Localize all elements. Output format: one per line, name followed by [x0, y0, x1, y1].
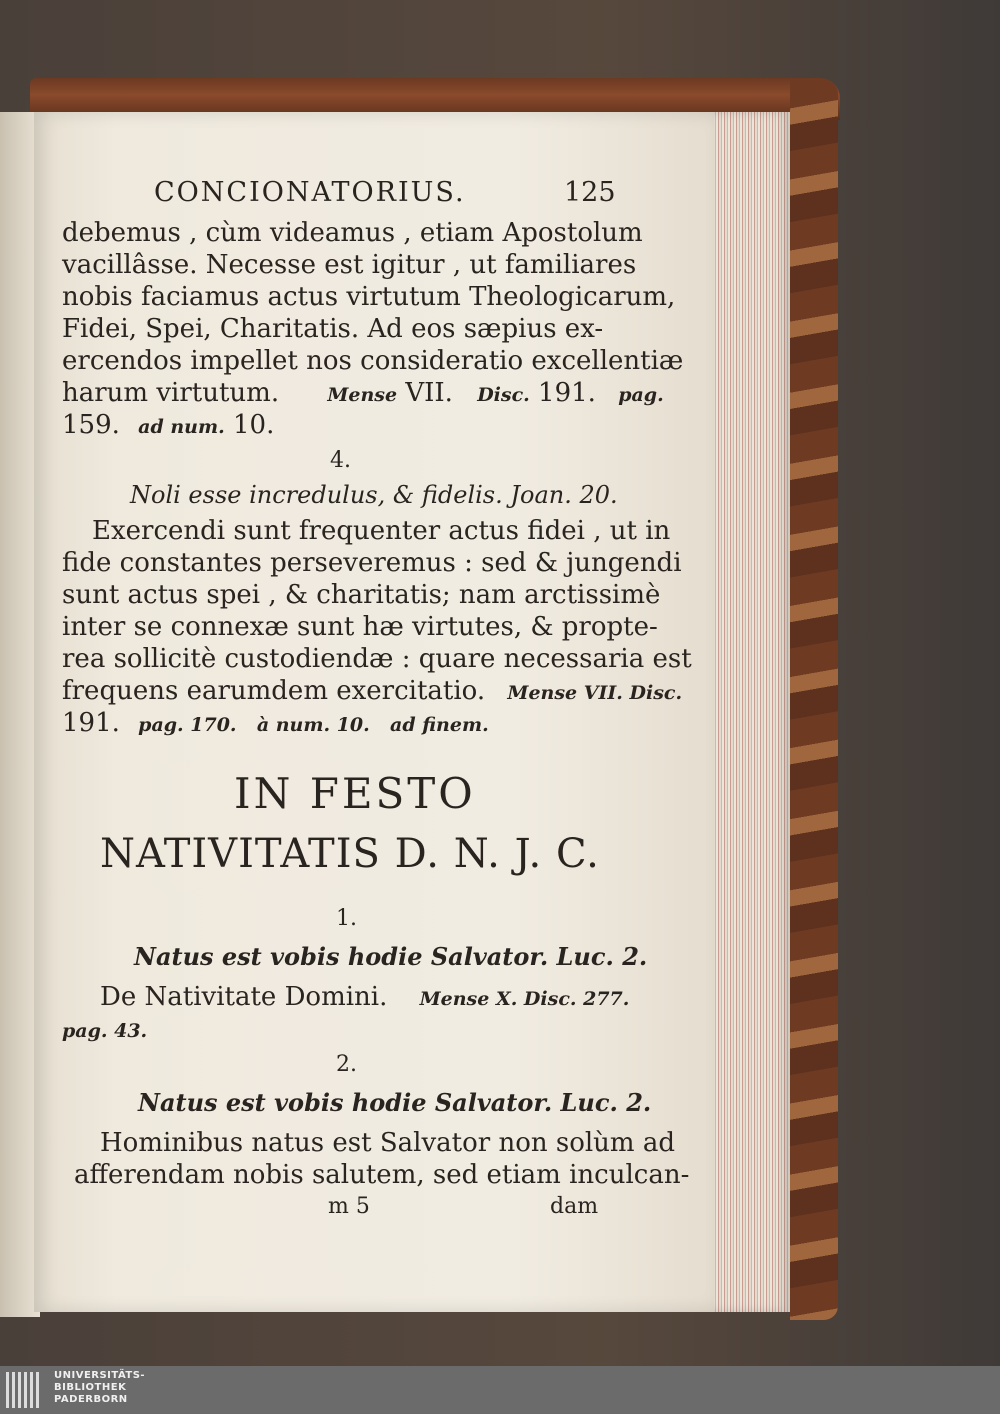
ref-disc-number: 191.: [62, 708, 120, 738]
text-line: rea sollicitè custodiendæ : quare necessaria est: [62, 644, 692, 674]
ref-mense: Mense VII. Disc.: [507, 682, 683, 704]
text-line: ercendos impellet nos consideratio excellentiæ: [62, 346, 684, 376]
text-fragment: frequens earumdem exercitatio.: [62, 676, 486, 706]
text-line: [62, 378, 664, 410]
text-line: [62, 410, 274, 442]
text-line: Fidei, Spei, Charitatis. Ad eos sæpius ex-: [62, 314, 604, 344]
verse-line: Natus est vobis hodie Salvator. Luc. 2.: [138, 1088, 652, 1117]
item-number: 2.: [336, 1052, 357, 1077]
ref-finem: ad finem.: [390, 714, 489, 736]
logo-line: UNIVERSITÄTS-: [54, 1370, 146, 1381]
text-fragment: harum virtutum.: [62, 378, 280, 408]
page-number: 125: [564, 177, 616, 208]
ref-pag: pag.: [618, 384, 664, 406]
verse-line: Natus est vobis hodie Salvator. Luc. 2.: [134, 942, 648, 971]
logo-line: BIBLIOTHEK: [54, 1382, 127, 1393]
text-line: Exercendi sunt frequenter actus fidei , ut in: [92, 516, 671, 546]
ref-num-value: 10.: [232, 410, 275, 440]
ref-disc: Disc.: [477, 384, 530, 406]
signature-mark: m 5: [328, 1194, 370, 1219]
ref-num: à num. 10.: [256, 714, 370, 736]
book-page: [34, 112, 714, 1312]
ref-disc-number: 191.: [538, 378, 596, 408]
ref-month: VII.: [405, 378, 453, 408]
ref-pag: pag. 43.: [62, 1020, 148, 1042]
text-line: inter se connexæ sunt hæ virtutes, & propte-: [62, 612, 658, 642]
text-line: [100, 982, 629, 1014]
section-heading-line1: IN FESTO: [234, 769, 476, 818]
library-logo-text: [54, 1370, 145, 1406]
text-line: [62, 676, 682, 708]
verse-line: Noli esse incredulus, & fidelis. Joan. 20.: [130, 481, 618, 509]
text-line: [62, 708, 489, 740]
text-line: nobis faciamus actus virtutum Theologicarum,: [62, 282, 676, 312]
text-line: debemus , cùm videamus , etiam Apostolum: [62, 218, 643, 248]
text-fragment: De Nativitate Domini.: [100, 982, 388, 1012]
ref-adnum: ad num.: [138, 416, 225, 438]
text-line: Hominibus natus est Salvator non solùm ad: [100, 1128, 675, 1158]
text-line: vacillâsse. Necesse est igitur , ut familiares: [62, 250, 637, 280]
section-heading-line2: NATIVITATIS D. N. J. C.: [100, 831, 600, 877]
ref-pag: pag. 170.: [138, 714, 237, 736]
item-number: 1.: [336, 906, 357, 931]
text-line: fide constantes perseveremus : sed & jungendi: [62, 548, 682, 578]
text-line: afferendam nobis salutem, sed etiam inculcan-: [74, 1160, 690, 1190]
logo-line: PADERBORN: [54, 1394, 128, 1405]
ref-mense: Mense X. Disc. 277.: [419, 988, 630, 1010]
text-line: sunt actus spei , & charitatis; nam arctissimè: [62, 580, 661, 610]
library-logo-icon: [6, 1372, 46, 1408]
ref-mense: Mense: [327, 384, 398, 406]
running-title: CONCIONATORIUS.: [154, 177, 466, 208]
book-spine: [790, 80, 838, 1320]
ref-page-number: 159.: [62, 410, 120, 440]
catchword: dam: [550, 1194, 599, 1219]
library-footer: [0, 1366, 1000, 1414]
item-number: 4.: [330, 448, 351, 473]
